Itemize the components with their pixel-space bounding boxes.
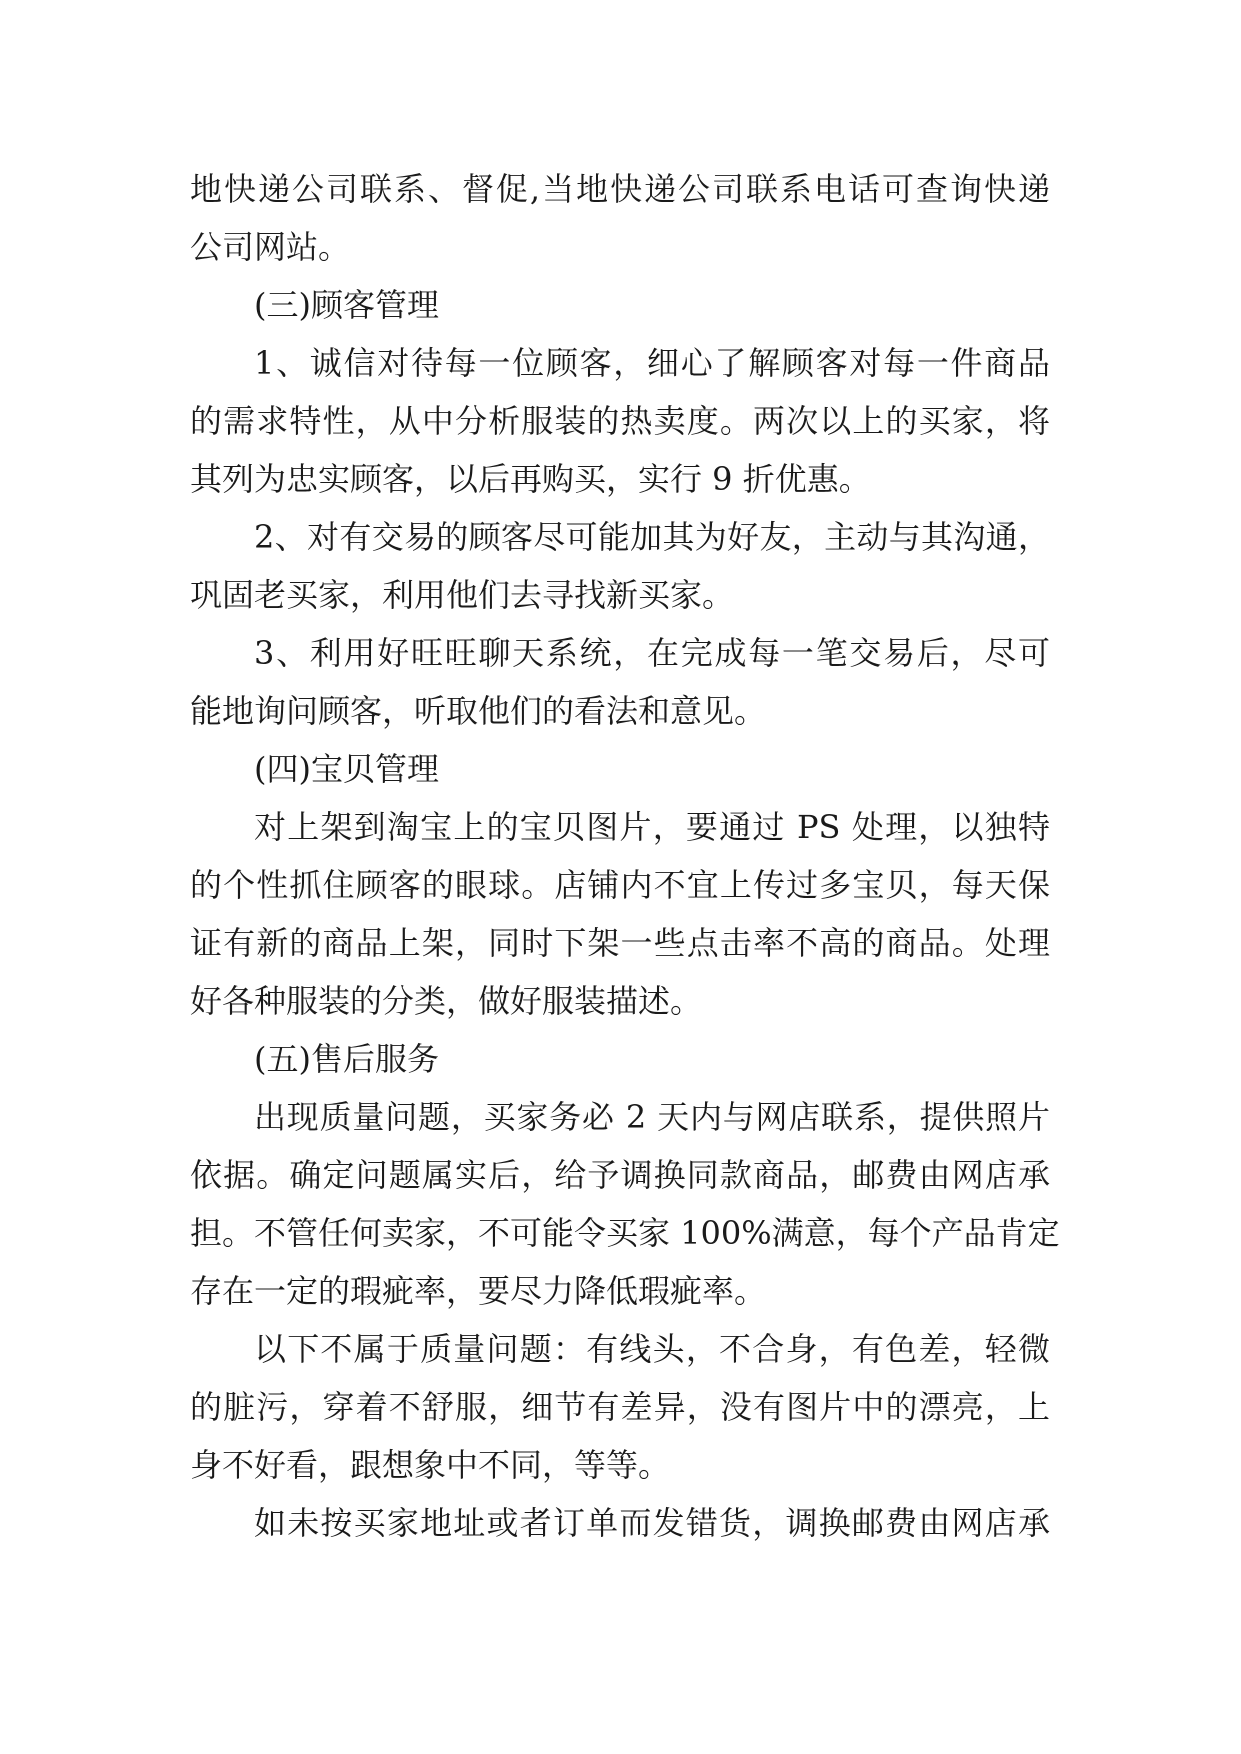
body-line-12: 对上架到淘宝上的宝贝图片，要通过 PS 处理，以独特 (254, 808, 1050, 846)
body-line-10: 能地询问顾客，听取他们的看法和意见。 (190, 692, 767, 730)
body-line-14: 证有新的商品上架，同时下架一些点击率不高的商品。处理 (190, 924, 1050, 962)
body-line-20: 存在一定的瑕疵率，要尽力降低瑕疵率。 (190, 1272, 767, 1310)
body-line-6: 其列为忠实顾客，以后再购买，实行 9 折优惠。 (190, 460, 871, 498)
body-line-24: 如未按买家地址或者订单而发错货，调换邮费由网店承 (254, 1504, 1050, 1542)
document-body (190, 160, 1060, 1552)
body-line-15: 好各种服装的分类，做好服装描述。 (190, 982, 703, 1020)
body-line-18: 依据。确定问题属实后，给予调换同款商品，邮费由网店承 (190, 1156, 1050, 1194)
section-heading-product-management: (四)宝贝管理 (254, 750, 439, 788)
body-line-19: 担。不管任何卖家，不可能令买家 100%满意，每个产品肯定 (190, 1214, 1060, 1252)
body-line-9: 3、利用好旺旺聊天系统，在完成每一笔交易后，尽可 (254, 634, 1050, 672)
body-line-13: 的个性抓住顾客的眼球。店铺内不宜上传过多宝贝，每天保 (190, 866, 1050, 904)
body-line-23: 身不好看，跟想象中不同，等等。 (190, 1446, 671, 1484)
body-line-7: 2、对有交易的顾客尽可能加其为好友，主动与其沟通， (254, 518, 1050, 556)
body-line-4: 1、诚信对待每一位顾客，细心了解顾客对每一件商品 (254, 344, 1050, 382)
section-heading-customer-management: (三)顾客管理 (254, 286, 439, 324)
body-line-8: 巩固老买家，利用他们去寻找新买家。 (190, 576, 735, 614)
body-line-17: 出现质量问题，买家务必 2 天内与网店联系，提供照片 (254, 1098, 1050, 1136)
body-line-1: 地快递公司联系、督促,当地快递公司联系电话可查询快递 (190, 170, 1050, 208)
body-line-5: 的需求特性，从中分析服装的热卖度。两次以上的买家，将 (190, 402, 1050, 440)
body-line-2: 公司网站。 (190, 228, 351, 266)
section-heading-after-sales-service: (五)售后服务 (254, 1040, 439, 1078)
body-line-21: 以下不属于质量问题：有线头，不合身，有色差，轻微 (254, 1330, 1050, 1368)
body-line-22: 的脏污，穿着不舒服，细节有差异，没有图片中的漂亮，上 (190, 1388, 1050, 1426)
